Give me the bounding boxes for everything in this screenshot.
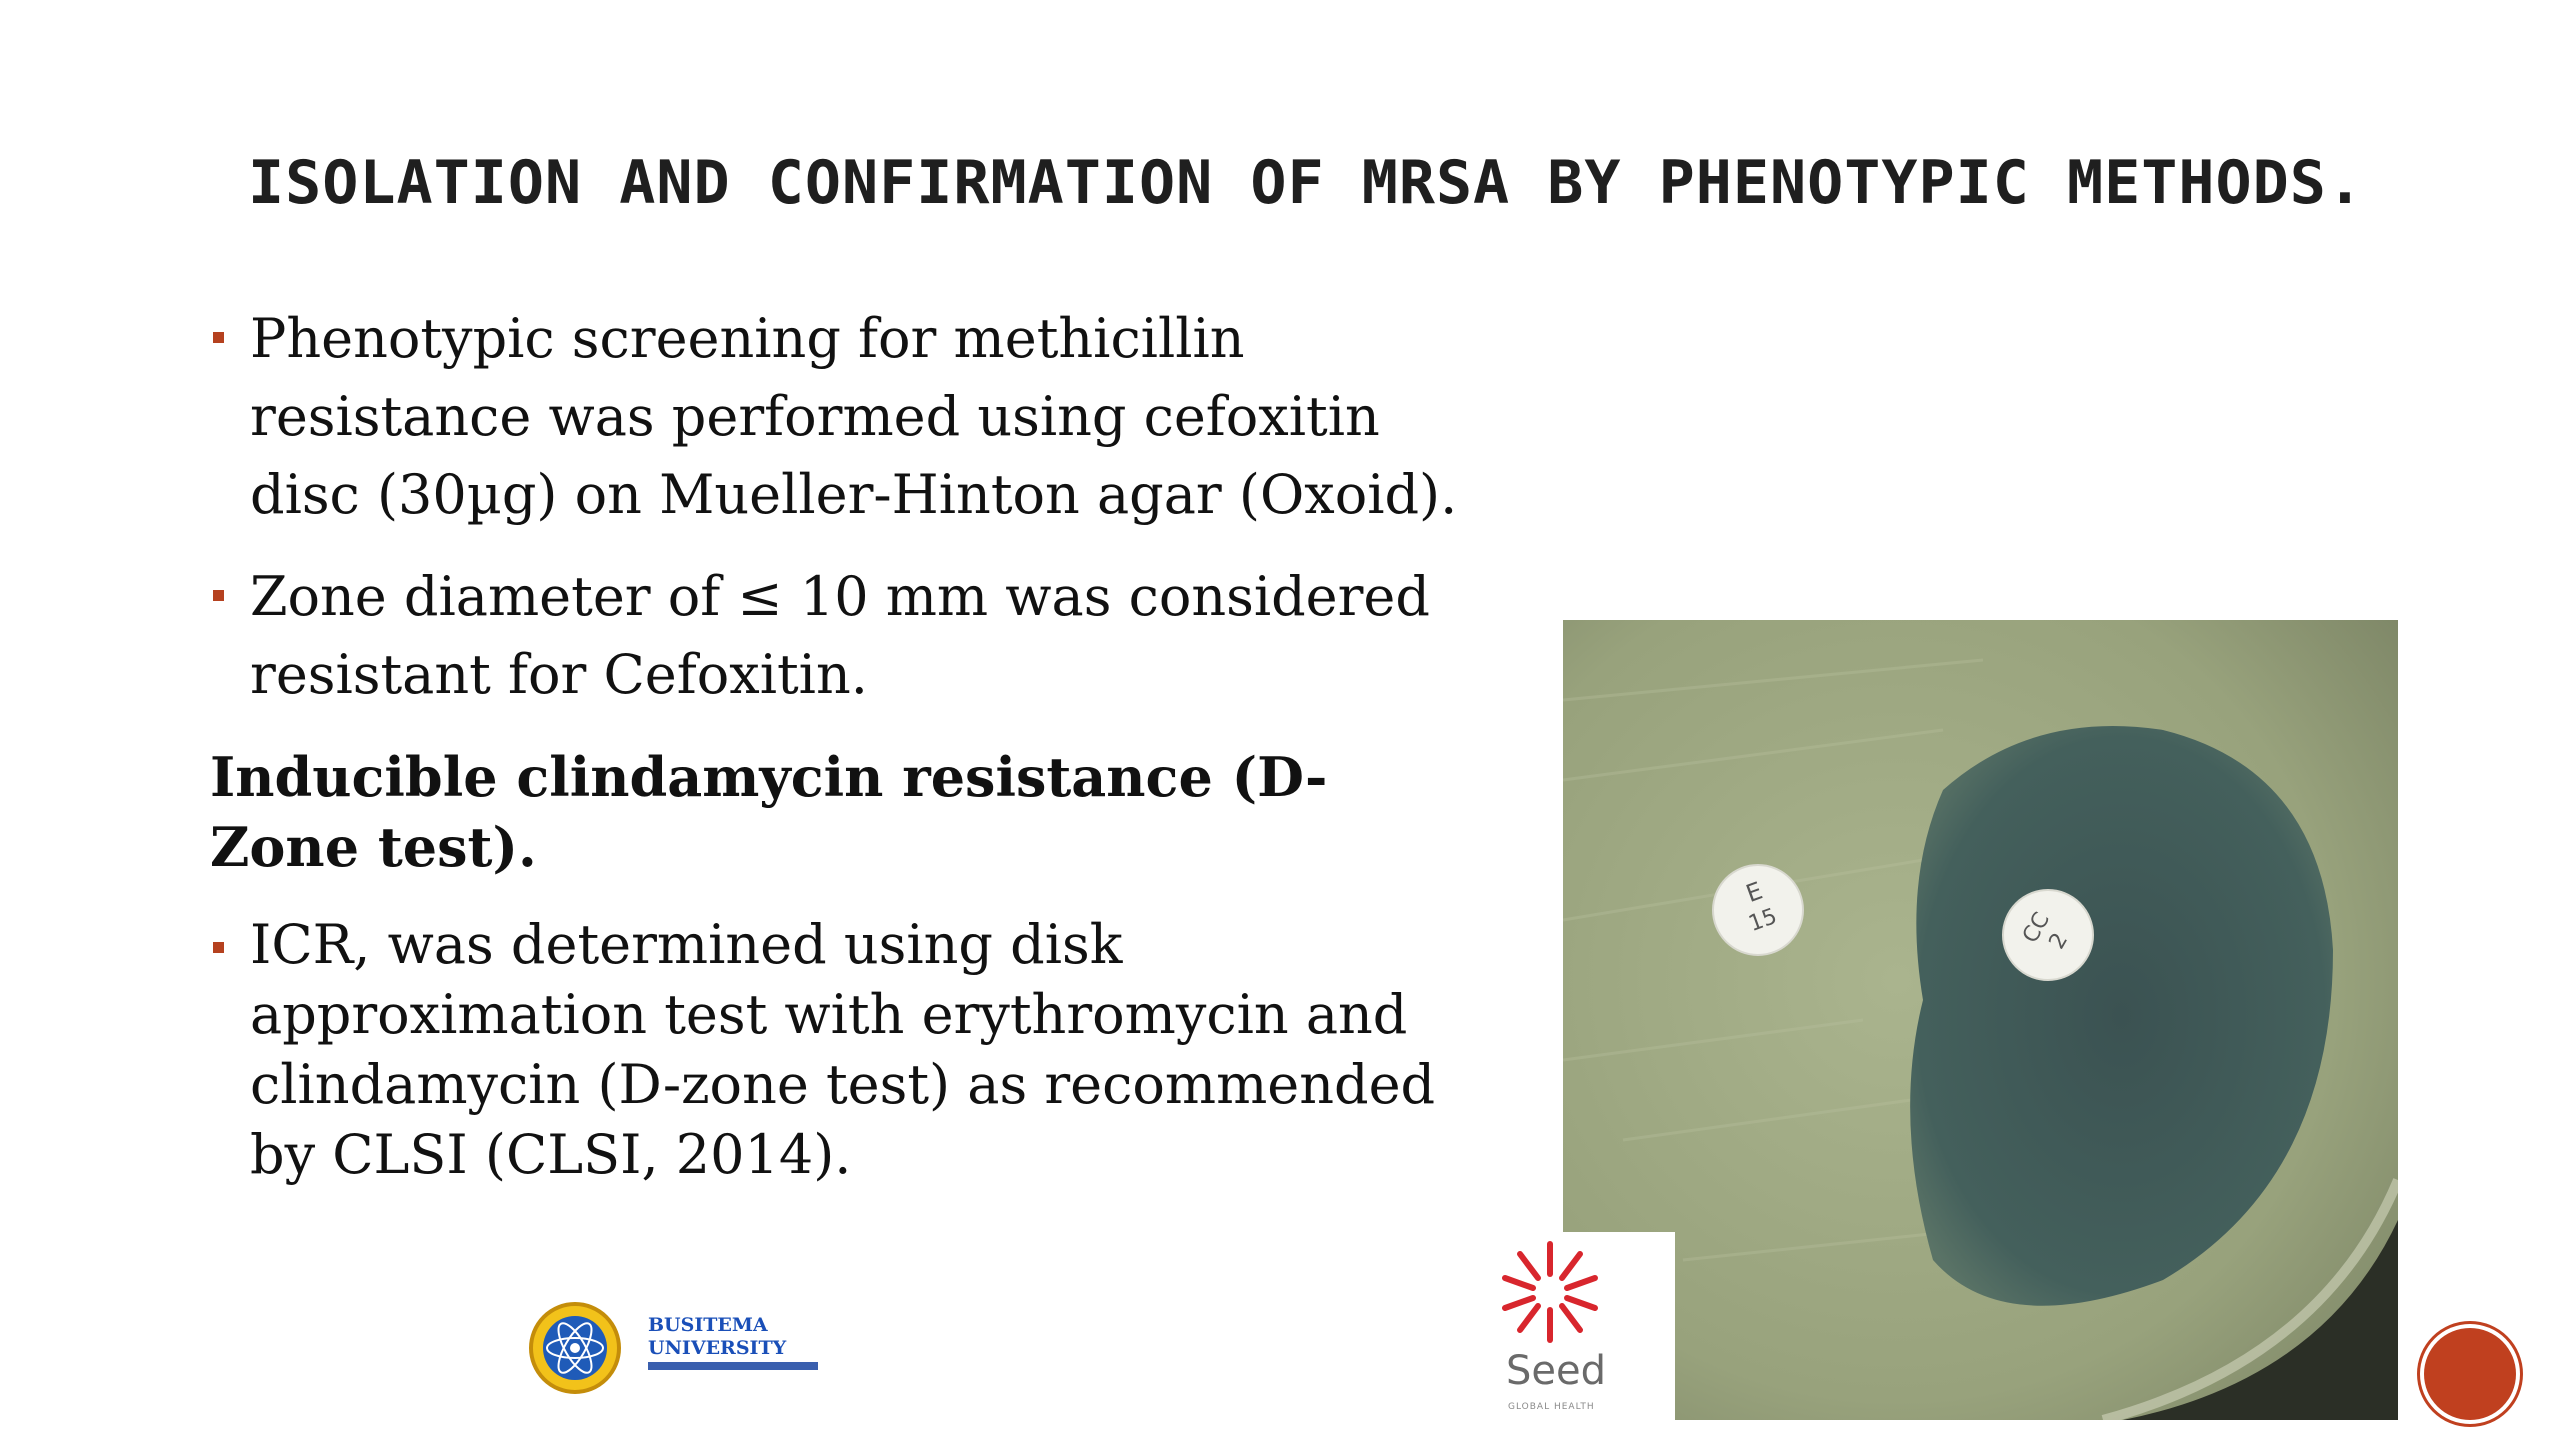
busitema-university-logo: [508, 1296, 818, 1396]
svg-text:E: E: [1742, 876, 1767, 908]
agar-plate-illustration: [1563, 620, 2398, 1420]
svg-text:15: 15: [1745, 903, 1781, 937]
clindamycin-disc: [2003, 890, 2093, 980]
agar-plate-photo: [1563, 620, 2398, 1420]
bullet-cefoxitin-screening: [210, 300, 1470, 534]
bullet-marker-icon: [213, 942, 224, 953]
subheading-icr: Inducible clindamycin resistance (D-Zone test).: [210, 745, 1328, 879]
bullet-marker-icon: [213, 332, 224, 343]
slide-content: [210, 300, 1470, 1190]
seed-logo-name: Seed: [1506, 1348, 1606, 1394]
bullet-text: ICR, was determined using disk approximation test with erythromycin and clindamycin (D-zone test) as recommended by CLSI (CLSI, 2014).: [250, 913, 1436, 1186]
busitema-logo-text: BUSITEMA UNIVERSITY: [648, 1314, 787, 1359]
bullet-text: Zone diameter of ≤ 10 mm was considered resistant for Cefoxitin.: [250, 565, 1430, 706]
busitema-motto-bar: [648, 1362, 818, 1370]
seed-global-health-logo: [1480, 1232, 1675, 1427]
bullet-zone-diameter: [210, 558, 1470, 714]
seed-burst-icon: [1480, 1232, 1675, 1352]
busitema-emblem-icon: [508, 1296, 643, 1396]
svg-text:CC: CC: [2017, 908, 2056, 948]
seed-logo-tagline: GLOBAL HEALTH: [1508, 1402, 1595, 1412]
slide-nav-button[interactable]: [2424, 1328, 2516, 1420]
erythromycin-disc: [1713, 865, 1803, 955]
bullet-text: Phenotypic screening for methicillin resistance was performed using cefoxitin disc (30µg) on Mueller-Hinton agar (Oxoid).: [250, 307, 1458, 526]
bullet-marker-icon: [213, 590, 224, 601]
bullet-icr-method: [210, 910, 1470, 1190]
svg-text:2: 2: [2044, 928, 2074, 954]
slide-title: ISOLATION AND CONFIRMATION OF MRSA BY PHENOTYPIC METHODS.: [248, 148, 2365, 218]
